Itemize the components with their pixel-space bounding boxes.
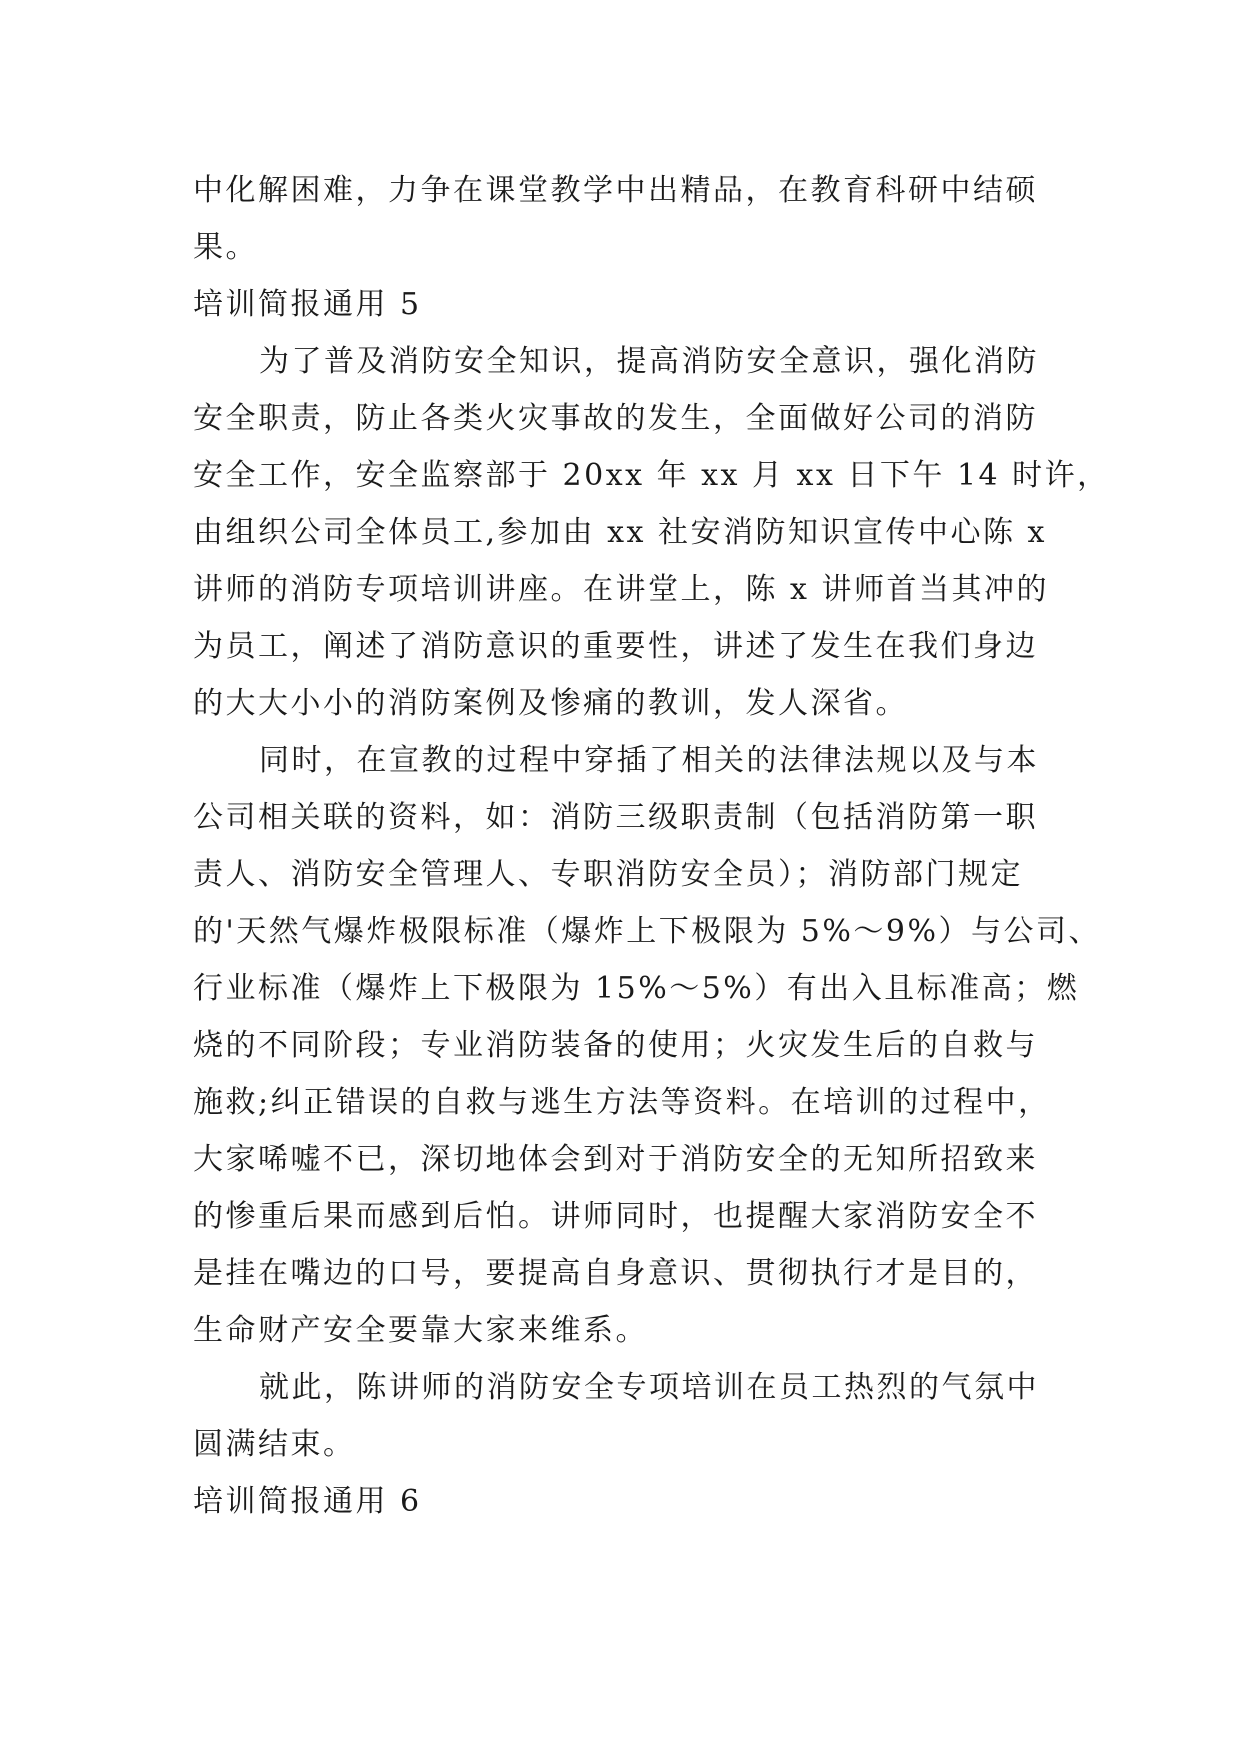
body-text-line: 施救;纠正错误的自救与逃生方法等资料。在培训的过程中， (193, 1085, 1051, 1120)
paragraph-first-line: 就此，陈讲师的消防安全专项培训在员工热烈的气氛中 (259, 1370, 1039, 1405)
body-text-line: 圆满结束。 (193, 1427, 356, 1462)
body-text-line: 讲师的消防专项培训讲座。在讲堂上，陈 x 讲师首当其冲的 (193, 572, 1049, 607)
body-text-line: 果。 (193, 230, 258, 265)
body-text-line: 为员工，阐述了消防意识的重要性，讲述了发生在我们身边 (193, 629, 1038, 664)
body-text-line: 安全职责，防止各类火灾事故的发生，全面做好公司的消防 (193, 401, 1038, 436)
body-text-line: 责人、消防安全管理人、专职消防安全员）；消防部门规定 (193, 857, 1023, 892)
section-heading: 培训简报通用 5 (193, 287, 422, 322)
body-text-line: 的'天然气爆炸极限标准（爆炸上下极限为 5%～9%）与公司、 (193, 914, 1101, 949)
body-text-line: 公司相关联的资料，如：消防三级职责制（包括消防第一职 (193, 800, 1038, 835)
body-text-line: 大家唏嘘不已，深切地体会到对于消防安全的无知所招致来 (193, 1142, 1038, 1177)
body-text-line: 安全工作，安全监察部于 20xx 年 xx 月 xx 日下午 14 时许， (193, 458, 1110, 493)
paragraph-first-line: 同时，在宣教的过程中穿插了相关的法律法规以及与本 (259, 743, 1039, 778)
body-text-line: 烧的不同阶段；专业消防装备的使用；火灾发生后的自救与 (193, 1028, 1038, 1063)
body-text-line: 中化解困难，力争在课堂教学中出精品，在教育科研中结硕 (193, 173, 1038, 208)
paragraph-first-line: 为了普及消防安全知识，提高消防安全意识，强化消防 (259, 344, 1039, 379)
section-heading: 培训简报通用 6 (193, 1484, 422, 1519)
body-text-line: 的大大小小的消防案例及惨痛的教训，发人深省。 (193, 686, 908, 721)
body-text-line: 是挂在嘴边的口号，要提高自身意识、贯彻执行才是目的， (193, 1256, 1038, 1291)
body-text-line: 行业标准（爆炸上下极限为 15%～5%）有出入且标准高；燃 (193, 971, 1080, 1006)
body-text-line: 的惨重后果而感到后怕。讲师同时，也提醒大家消防安全不 (193, 1199, 1038, 1234)
body-text-line: 生命财产安全要靠大家来维系。 (193, 1313, 648, 1348)
document-body (193, 162, 1110, 1530)
body-text-line: 由组织公司全体员工,参加由 xx 社安消防知识宣传中心陈 x (193, 515, 1047, 550)
